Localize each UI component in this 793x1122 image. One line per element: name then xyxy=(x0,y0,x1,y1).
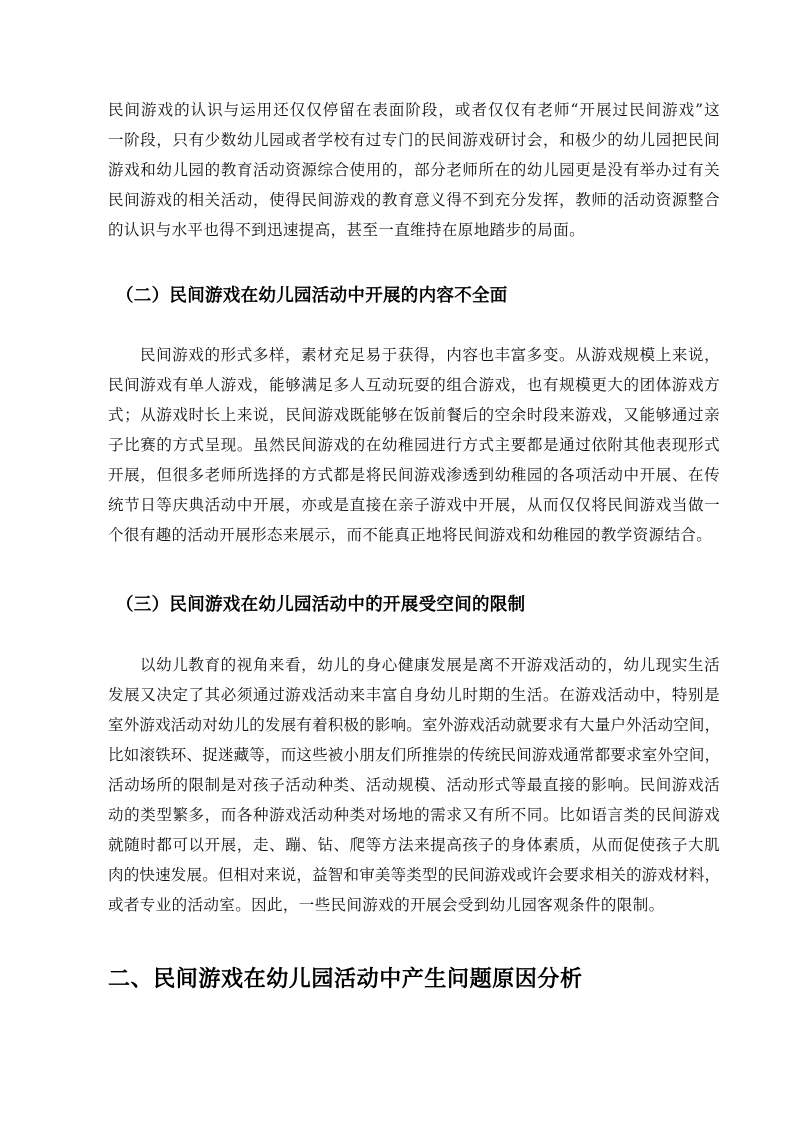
paragraph-2-line-6: 统节日等庆典活动中开展，亦或是直接在亲子游戏中开展，从而仅仅将民间游戏当做一 xyxy=(108,496,720,514)
paragraph-2-line-5: 开展，但很多老师所选择的方式都是将民间游戏渗透到幼稚园的各项活动中开展、在传 xyxy=(108,466,720,484)
paragraph-1-line-3: 游戏和幼儿园的教育活动资源综合使用的，部分老师所在的幼儿园更是没有举办过有关 xyxy=(108,161,720,179)
paragraph-1-line-5: 的认识与水平也得不到迅速提高，甚至一直维持在原地踏步的局面。 xyxy=(108,221,586,239)
paragraph-3-line-7: 就随时都可以开展，走、蹦、钻、爬等方法来提高孩子的身体素质，从而促使孩子大肌 xyxy=(108,836,720,854)
paragraph-2-line-3: 式；从游戏时长上来说，民间游戏既能够在饭前餐后的空余时段来游戏，又能够通过亲 xyxy=(108,406,720,424)
paragraph-3-line-2: 发展又决定了其必须通过游戏活动来丰富自身幼儿时期的生活。在游戏活动中，特别是 xyxy=(108,686,720,704)
section-heading-3: （三）民间游戏在幼儿园活动中的开展受空间的限制 xyxy=(116,595,526,615)
paragraph-3-line-9: 或者专业的活动室。因此，一些民间游戏的开展会受到幼儿园客观条件的限制。 xyxy=(108,896,665,914)
paragraph-3-line-1: 以幼儿教育的视角来看，幼儿的身心健康发展是离不开游戏活动的，幼儿现实生活 xyxy=(140,656,720,674)
section-heading-2: （二）民间游戏在幼儿园活动中开展的内容不全面 xyxy=(116,286,508,306)
chapter-heading: 二、民间游戏在幼儿园活动中产生问题原因分析 xyxy=(108,967,583,992)
paragraph-3-line-4: 比如滚铁环、捉迷藏等，而这些被小朋友们所推崇的传统民间游戏通常都要求室外空间， xyxy=(108,746,721,764)
paragraph-3-line-5: 活动场所的限制是对孩子活动种类、活动规模、活动形式等最直接的影响。民间游戏活 xyxy=(108,776,720,794)
paragraph-2-line-2: 民间游戏有单人游戏，能够满足多人互动玩耍的组合游戏，也有规模更大的团体游戏方 xyxy=(108,376,720,394)
paragraph-1-line-4: 民间游戏的相关活动，使得民间游戏的教育意义得不到充分发挥，教师的活动资源整合 xyxy=(108,191,720,209)
paragraph-3-line-6: 动的类型繁多，而各种游戏活动种类对场地的需求又有所不同。比如语言类的民间游戏 xyxy=(108,806,720,824)
paragraph-1-line-2: 一阶段，只有少数幼儿园或者学校有过专门的民间游戏研讨会，和极少的幼儿园把民间 xyxy=(108,131,720,149)
paragraph-2-line-7: 个很有趣的活动开展形态来展示，而不能真正地将民间游戏和幼稚园的教学资源结合。 xyxy=(108,526,713,544)
paragraph-3-line-8: 肉的快速发展。但相对来说，益智和审美等类型的民间游戏或许会要求相关的游戏材料， xyxy=(108,866,721,884)
paragraph-3-line-3: 室外游戏活动对幼儿的发展有着积极的影响。室外游戏活动就要求有大量户外活动空间， xyxy=(108,716,721,734)
paragraph-2-line-4: 子比赛的方式呈现。虽然民间游戏的在幼稚园进行方式主要都是通过依附其他表现形式 xyxy=(108,436,720,454)
paragraph-1-line-1: 民间游戏的认识与运用还仅仅停留在表面阶段，或者仅仅有老师“开展过民间游戏”这 xyxy=(108,101,720,119)
paragraph-2-line-1: 民间游戏的形式多样，素材充足易于获得，内容也丰富多变。从游戏规模上来说， xyxy=(140,346,720,364)
